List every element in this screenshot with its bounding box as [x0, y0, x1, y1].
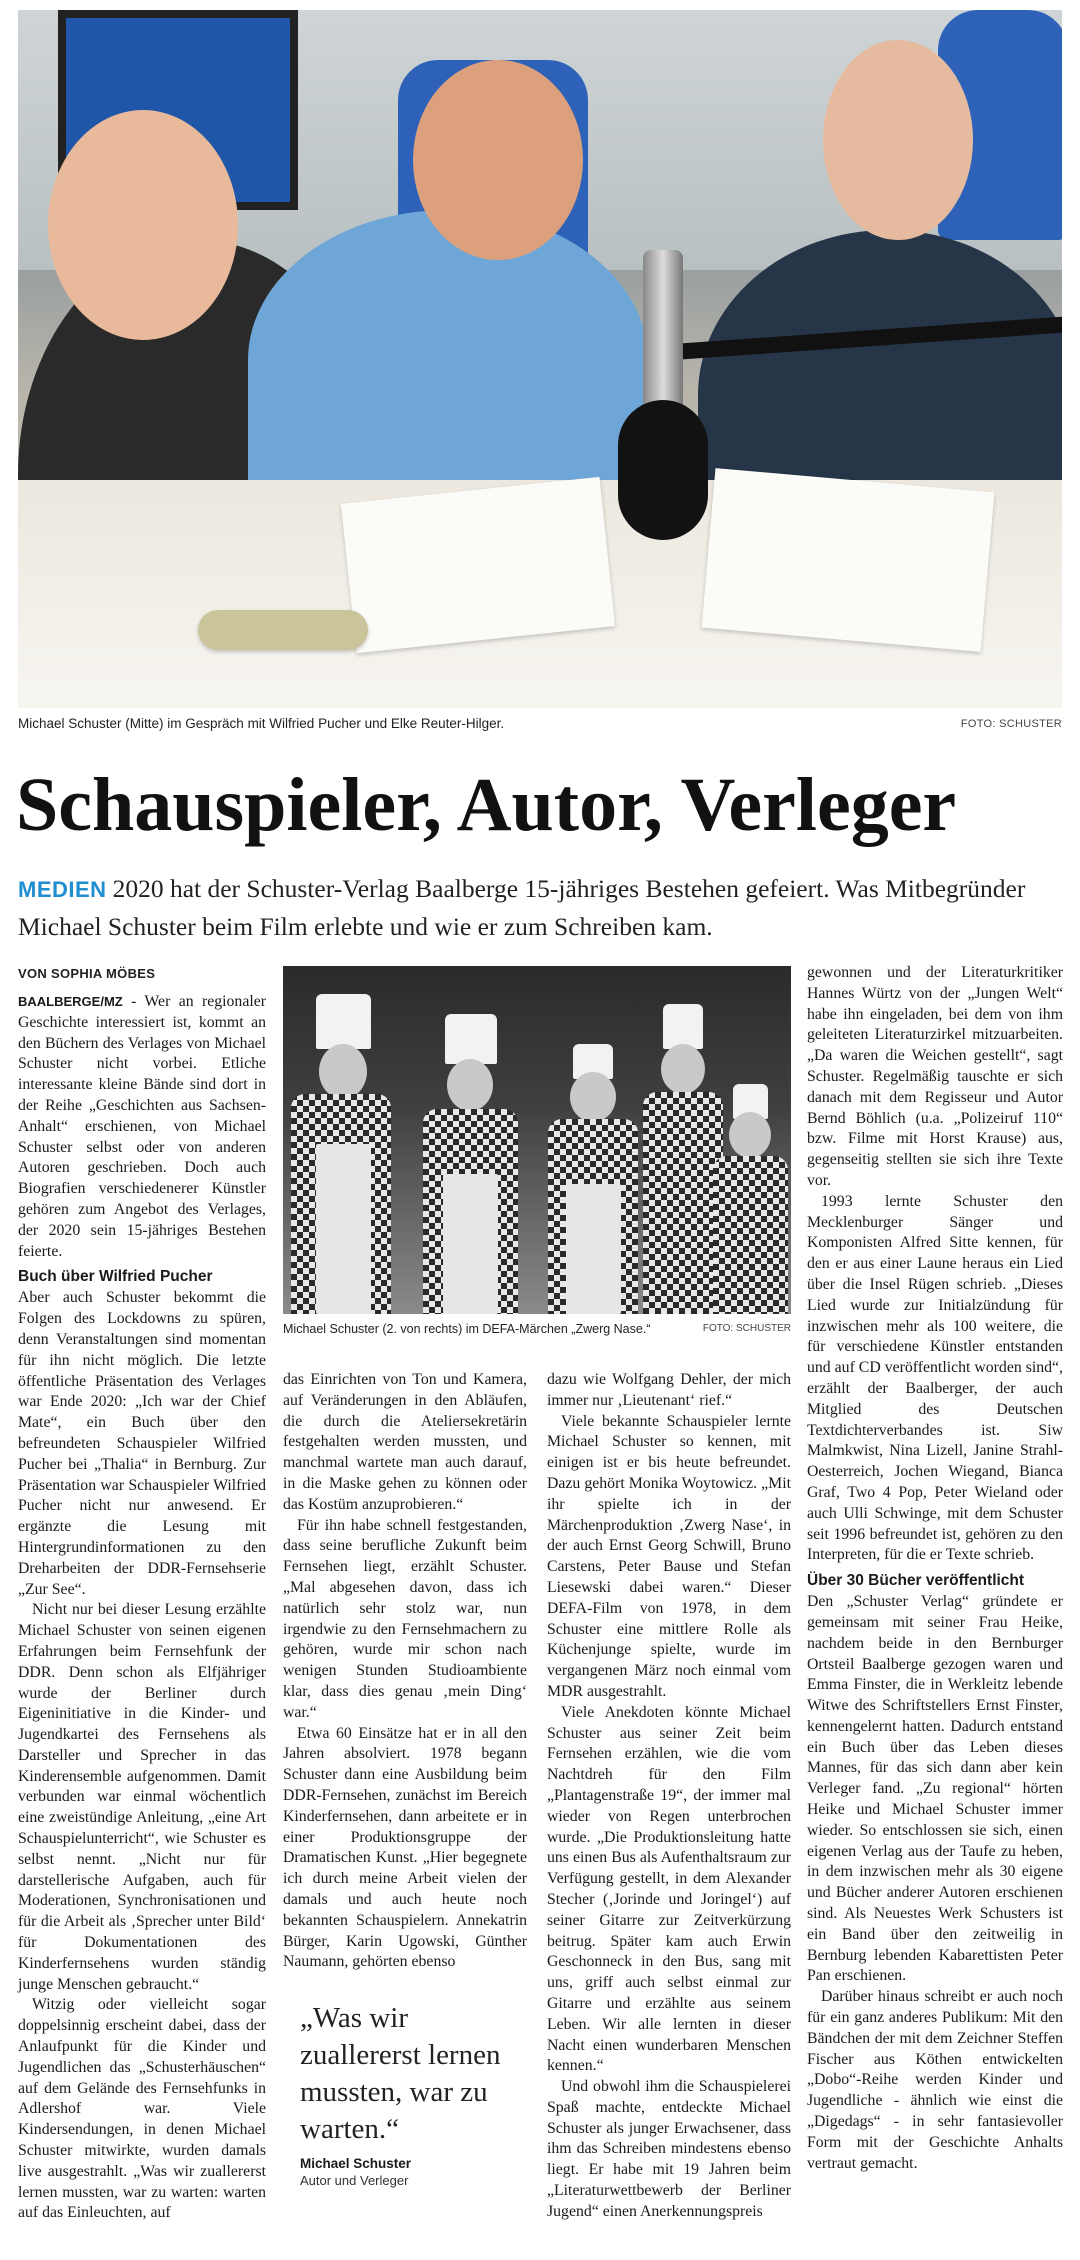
article-paragraph: Etwa 60 Einsätze hat er in all den Jahren absolviert. 1978 begann Schuster dann eine Ausbildung beim DDR-Fernsehen, zunächst im Bereich Kinderfernsehen, dann arbeitete er in einer Produktionsgruppe der Dramatischen Kunst. „Hier begegnete ich durch meine Arbeit vielen der damals und auch heute noch bekannten Schauspielern. Annekatrin Bürger, Karin Ugowski, Günther Naumann, gehörten ebenso	[283, 1724, 527, 1971]
article-column-3	[547, 1370, 791, 2223]
lead-text: 2020 hat der Schuster-Verlag Baalberge 15-jähriges Bestehen gefeiert. Was Mitbegründer Michael Schuster beim Film erlebte und wie er zum Schreiben kam.	[18, 874, 1026, 941]
photo-head-left	[48, 110, 238, 340]
quote-author: Michael Schuster	[300, 2156, 412, 2171]
microphone	[618, 250, 708, 540]
photo-figure	[643, 1004, 723, 1314]
article-column-1	[18, 992, 266, 2224]
article-column-4	[807, 963, 1063, 2174]
subheading: Buch über Wilfried Pucher	[18, 1268, 213, 1286]
article-paragraph: Und obwohl ihm die Schauspielerei Spaß machte, entdeckte Michael Schuster als junger Erwachsener, dass ihm das Schreiben mindestens ebenso liegt. Er habe mit 19 Jahren beim „Literaturwettbewerb der Berliner Jugend“ einen Anerkennungspreis	[547, 2078, 791, 2220]
article-paragraph: Den „Schuster Verlag“ gründete er gemeinsam mit seiner Frau Heike, nachdem beide in den Bernburger Ortsteil Baalberge gezogen waren und Emma Finster, die in Werkleitz lebende Witwe des Schriftstellers Ernst Finster, kennengelernt hatten. Dadurch entstand ein Buch über das Leben dieses Mannes, für das sich dann aber kein Verleger fand. „Zu regional“ hörten Heike und Michael Schuster immer wieder. So entschlossen sie sich, einen eigenen Verlag aus der Taufe zu heben, in dem inzwischen mehr als 30 eigene und Bücher anderer Autoren erschienen sind. Als Neuestes Werk Schusters ist ein Band über den zeitweilig in Bernburg lebenden Kabarettisten Peter Pan erschienen.	[807, 1593, 1063, 1985]
photo-figure	[713, 1084, 788, 1314]
paragraph-text: - Wer an regionaler Geschichte interessiert ist, kommt an den Büchern des Verlages von Michael Schuster nicht vorbei. Etliche interessante kleine Bände sind dort in der Reihe „Geschichten aus Sachsen-Anhalt“ erschienen, von Michael Schuster selbst oder von anderen Autoren geschrieben. Doch auch Biografien verschiedenerer Künstler gehören zum Angebot des Verlages, der 2020 sein 15-jähriges Bestehen feierte.	[18, 993, 266, 1260]
photo-head-right	[823, 40, 973, 240]
photo-figure	[548, 1044, 638, 1314]
microphone-pop-filter	[618, 400, 708, 540]
photo-credit: FOTO: SCHUSTER	[702, 1323, 791, 1334]
microphone-body	[643, 250, 683, 420]
section-kicker: MEDIEN	[18, 877, 107, 902]
photo-object	[198, 610, 368, 650]
photo-person-middle	[248, 210, 648, 510]
article-paragraph: gewonnen und der Literaturkritiker Hannes Würtz von der „Jungen Welt“ habe ihn eingeladen, bei dem von ihm geleiteten Literaturzirkel mitzuarbeiten. „Da waren die Weichen gestellt“, sagt Schuster. Regelmäßig tauschte er sich danach mit dem Regisseur und Autor Bernd Böhlich (u.a. „Polizeiruf 110“ bzw. Filme mit Horst Krause) aus, gegenseitig stellten sie sich ihre Texte vor.	[807, 964, 1063, 1189]
dateline: BAALBERGE/MZ	[18, 994, 123, 1009]
quote-text: „Was wir zuallererst lernen mussten, war zu warten.“	[300, 2002, 501, 2145]
lead-paragraph	[18, 870, 1062, 945]
quote-author-role: Autor und Verleger	[300, 2173, 409, 2188]
subheading: Über 30 Bücher veröffentlicht	[807, 1572, 1025, 1590]
article-paragraph: Viele bekannte Schauspieler lernte Michael Schuster so kennen, mit einigen ist er bis heute befreundet. Dazu gehört Monika Woytowicz. „Mit ihr spielte ich in der Märchenproduktion ‚Zwerg Nase‘, in der auch Ernst Georg Schwill, Bruno Carstens, Peter Bause und Stefan Liesewski dabei waren.“ Dieser DEFA-Film von 1978, in dem Schuster eine mittlere Rolle als Küchenjunge spielte, wurde im vergangenen März noch einmal vom MDR ausgestrahlt.	[547, 1412, 791, 1700]
main-photo-credit: FOTO: SCHUSTER	[960, 718, 1062, 730]
article-paragraph: dazu wie Wolfgang Dehler, der mich immer nur ‚Lieutenant‘ rief.“	[547, 1371, 791, 1409]
byline: VON SOPHIA MÖBES	[18, 966, 156, 981]
article-paragraph: 1993 lernte Schuster den Mecklenburger Sänger und Komponisten Alfred Sitte kennen, für den er aus einer Laune heraus ein Lied über die Insel Rügen schrieb. „Dieses Lied wurde zur Initialzündung für inzwischen mehr als 100 weitere, die für verschiedene Künstler entstanden und auf CD veröffentlicht worden sind“, erzählt der Baalberger, der auch Mitglied des Deutschen Textdichterverbandes ist. Siw Malmkwist, Nina Lizell, Janine Strahl-Oesterreich, Jochen Wiegand, Bianca Graf, Two 4 Pop, Peter Wieland oder auch Ulli Schwinge, mit dem Schuster seit 1996 befreundet ist, gehören zu den Interpreten, für die er Texte schrieb.	[807, 1192, 1063, 1564]
article-paragraph: Witzig oder vielleicht sogar doppelsinnig erscheint dabei, dass der Anlaufpunkt für die Kinder und Jugendlichen das „Schusterhäuschen“ auf dem Gelände des Fernsehfunks in Adlershof war. Viele Kindersendungen, in denen Michael Schuster mitwirkte, wurden damals live ausgestrahlt. „Was wir zuallererst lernen mussten, war zu warten: warten auf das Einleuchten, auf	[18, 1996, 266, 2222]
article-paragraph	[18, 992, 266, 1262]
main-photo-caption: Michael Schuster (Mitte) im Gespräch mit Wilfried Pucher und Elke Reuter-Hilger.	[18, 716, 505, 731]
article-paragraph: Aber auch Schuster bekommt die Folgen des Lockdowns zu spüren, denn Veranstaltungen sind momentan für ihn nicht möglich. Die letzte öffentliche Präsentation des Verlages war Ende 2020: „Ich war der Chief Mate“, ein Buch über den befreundeten Schauspieler Wilfried Pucher bei „Thalia“ in Bernburg. Zur Präsentation war Schauspieler Wilfried Pucher nicht nur anwesend. Er ergänzte die Lesung mit Hintergrundinformationen zu den Dreharbeiten der DDR-Fernsehserie „Zur See“.	[18, 1289, 266, 1598]
article-paragraph: Viele Anekdoten könnte Michael Schuster aus seiner Zeit beim Fernsehen erzählen, wie die vom Nachtdreh für den Film „Plantagenstraße 19“, der immer mal wieder von Regen unterbrochen wurde. „Die Produktionsleitung hatte uns einen Bus als Aufenthaltsraum zur Verfügung gestellt, in dem Alexander Stecher (‚Jorinde und Joringel‘) auf seiner Gitarre zur Zeitverkürzung beitrug. Später kam auch Erwin Geschonneck in den Bus, sang mit uns, griff auch selbst einmal zur Gitarre und erzählte aus seinem Leben. Wir alle lernten in dieser Nacht einen wunderbaren Menschen kennen.“	[547, 1703, 791, 2075]
headline: Schauspieler, Autor, Verleger	[16, 763, 957, 847]
secondary-photo-caption	[283, 1322, 791, 1336]
caption-text: Michael Schuster (2. von rechts) im DEFA-Märchen „Zwerg Nase.“	[283, 1322, 651, 1336]
photo-figure	[291, 994, 391, 1314]
photo-figure	[423, 1014, 518, 1314]
article-paragraph: Für ihn habe schnell festgestanden, dass seine berufliche Zukunft beim Fernsehen liegt, erzählt Schuster. „Mal abgesehen davon, dass ich natürlich sehr stolz war, nun irgendwie zu den Fernsehmachern zu gehören, wurde mir schon nach wenigen Stunden Studioambiente klar, dass dies genau ‚mein Ding‘ war.“	[283, 1516, 527, 1721]
article-paragraph: Darüber hinaus schreibt er auch noch für ein ganz anderes Publikum: Mit den Bändchen der mit dem Zeichner Steffen Fischer aus Köthen entwickelten „Dobo“-Reihe werden Kinder und Jugendliche - ähnlich wie einst die „Digedags“ - in sehr fantasievoller Form mit der Geschichte Anhalts vertraut gemacht.	[807, 1988, 1063, 2172]
article-paragraph: Nicht nur bei dieser Lesung erzählte Michael Schuster von seinen eigenen Erfahrungen beim Fernsehfunk der DDR. Denn schon als Elfjähriger wurde der Berliner durch Eigeninitiative in die Kinder- und Jugendkartei des Fernsehens als Darsteller und Sprecher in das Kinderensemble aufgenommen. Damit verbunden war einmal wöchentlich eine zweistündige Anleitung, „eine Art Schauspielunterricht“, wie Schuster es selbst nennt. „Nicht nur für darstellerische Aufgaben, auch für Moderationen, Synchronisationen und für die Arbeit als ‚Sprecher unter Bild‘ für Dokumentationen des Kinderfernsehens wurden ständig junge Menschen gebraucht.“	[18, 1601, 266, 1993]
photo-paper	[341, 477, 615, 653]
pull-quote	[300, 2000, 530, 2188]
article-column-2	[283, 1370, 527, 1973]
article-paragraph: das Einrichten von Ton und Kamera, auf Veränderungen in den Abläufen, die durch die Ateliersekretärin festgehalten werden mussten, und manchmal wartete man auch darauf, in die Maske gehen zu können oder das Kostüm anzuprobieren.“	[283, 1371, 527, 1513]
photo-head-middle	[413, 60, 583, 260]
main-photo	[18, 10, 1062, 708]
secondary-photo	[283, 966, 791, 1314]
photo-paper	[702, 468, 995, 652]
